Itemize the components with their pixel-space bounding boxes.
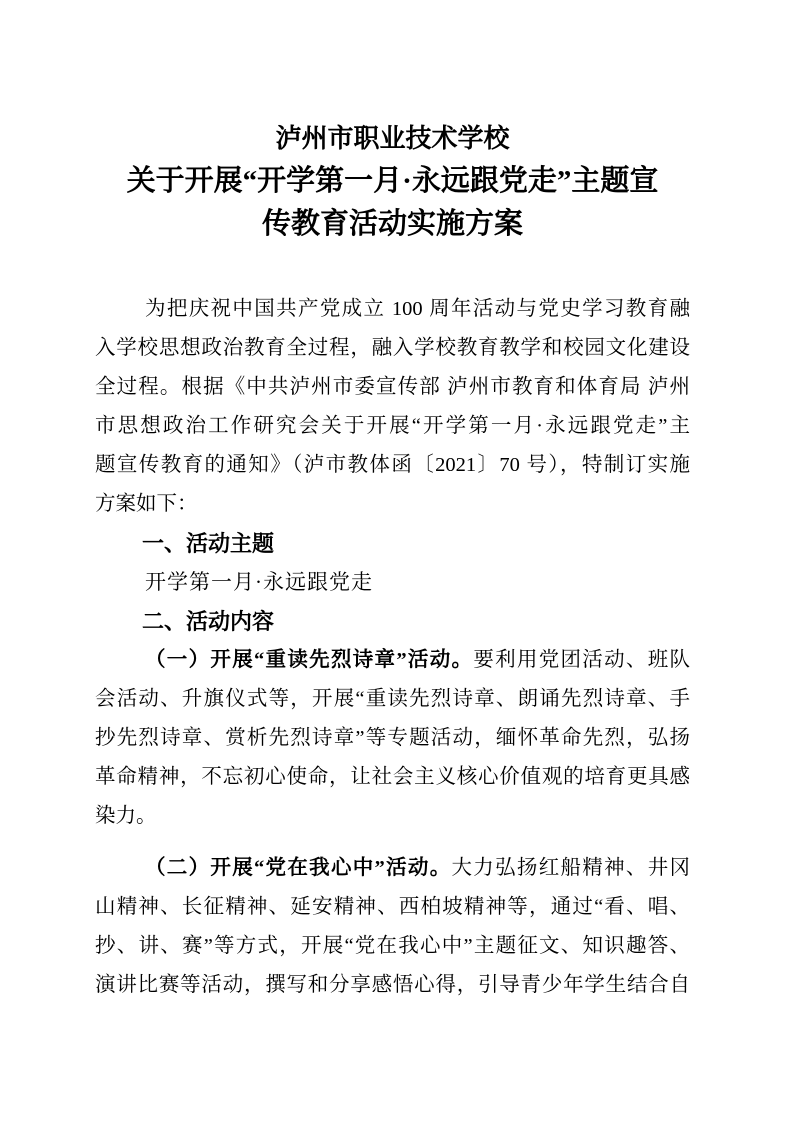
document-body	[95, 290, 690, 1005]
activity-1-line: 染力。	[95, 805, 157, 827]
activity-1-lead: （一）开展“重读先烈诗章”活动。	[145, 649, 474, 671]
activity-1-line	[95, 641, 690, 680]
intro-line: 为把庆祝中国共产党成立 100 周年活动与党史学习教育融	[145, 298, 690, 320]
intro-paragraph	[95, 290, 690, 524]
section-1-heading: 一、活动主题	[142, 531, 275, 556]
title-line-3: 传教育活动实施方案	[261, 208, 523, 240]
intro-line: 市思想政治工作研究会关于开展“开学第一月·永远跟党走”主	[95, 415, 690, 437]
activity-1-line: 革命精神，不忘初心使命，让社会主义核心价值观的培育更具感	[95, 766, 690, 788]
activity-2-line: 演讲比赛等活动，撰写和分享感悟心得，引导青少年学生结合自	[95, 974, 690, 996]
activity-1-line: 会活动、升旗仪式等，开展“重读先烈诗章、朗诵先烈诗章、手	[95, 688, 690, 710]
title-line-1: 泸州市职业技术学校	[275, 124, 510, 153]
activity-2-paragraph	[95, 849, 690, 1005]
activity-theme: 开学第一月·永远跟党走	[145, 570, 373, 594]
document-title	[95, 117, 690, 246]
section-2-heading: 二、活动内容	[142, 609, 275, 634]
activity-2-lead: （二）开展“党在我心中”活动。	[145, 857, 452, 879]
intro-line: 题宣传教育的通知》（泸市教体函〔2021〕70 号），特制订实施	[95, 454, 690, 476]
activity-1-line-rest: 要利用党团活动、班队	[473, 649, 691, 671]
intro-line: 入学校思想政治教育全过程，融入学校教育教学和校园文化建设	[95, 337, 690, 359]
activity-2-line-rest: 大力弘扬红船精神、井冈	[451, 857, 690, 879]
activity-2-line: 山精神、长征精神、延安精神、西柏坡精神等，通过“看、唱、	[95, 896, 690, 918]
activity-2-line	[95, 849, 690, 888]
activity-1-line: 抄先烈诗章、赏析先烈诗章”等专题活动，缅怀革命先烈，弘扬	[95, 727, 690, 749]
intro-line: 全过程。根据《中共泸州市委宣传部 泸州市教育和体育局 泸州	[95, 376, 690, 398]
title-line-2: 关于开展“开学第一月·永远跟党走”主题宣	[126, 165, 659, 197]
intro-line: 方案如下：	[95, 493, 198, 515]
activity-1-paragraph	[95, 641, 690, 836]
activity-2-line: 抄、讲、赛”等方式，开展“党在我心中”主题征文、知识趣答、	[95, 935, 690, 957]
